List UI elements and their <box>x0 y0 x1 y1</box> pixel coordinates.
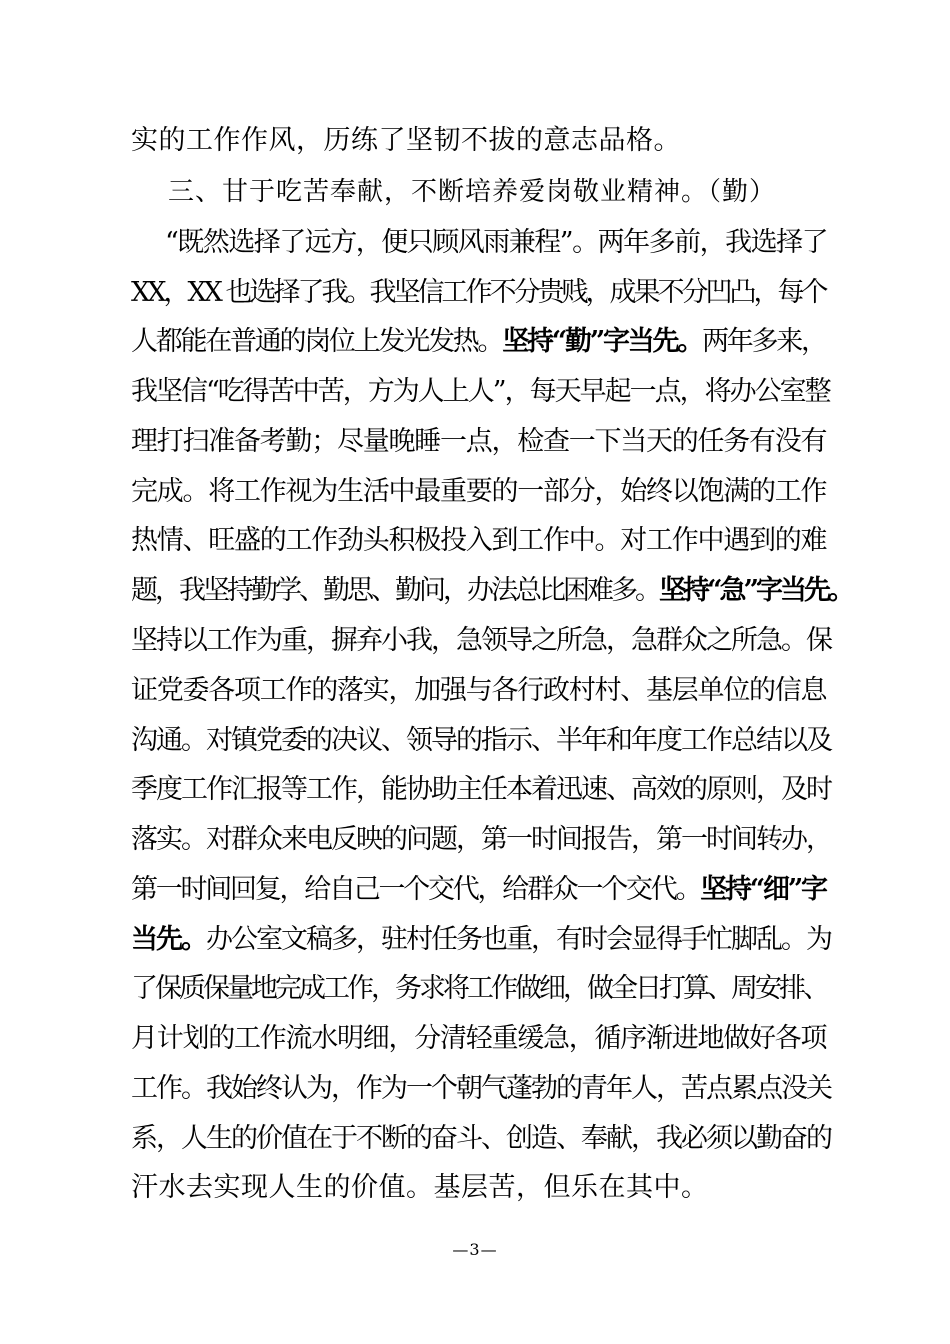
text-line <box>131 425 831 459</box>
text-run: 沟通。对镇党委的决议、领导的指示、半年和年度工作总结以及 <box>131 725 831 756</box>
text-line <box>131 124 831 158</box>
text-line <box>131 524 831 558</box>
text-run: 落实。对群众来电反映的问题，第一时间报告，第一时间转办， <box>131 824 831 855</box>
emphasis-text: 坚持“急”字当先。 <box>659 575 853 606</box>
text-run: 人都能在普通的岗位上发光发热。 <box>131 326 503 357</box>
text-run: 理打扫准备考勤；尽量晚睡一点，检查一下当天的任务有没有 <box>131 426 827 457</box>
text-line <box>131 375 831 409</box>
text-line <box>131 574 853 608</box>
text-run: 我坚信“吃得苦中苦，方为人上人”，每天早起一点，将办公室整 <box>131 376 830 407</box>
text-line <box>131 823 831 857</box>
text-line <box>131 325 831 359</box>
text-run: 完成。将工作视为生活中最重要的一部分，始终以饱满的工作 <box>131 476 827 507</box>
text-line <box>131 624 831 658</box>
text-line <box>165 226 831 260</box>
text-run: 两年多来， <box>702 326 826 357</box>
emphasis-text: 坚持“勤”字当先。 <box>502 326 703 357</box>
text-run: 了保质保量地完成工作，务求将工作做细，做全日打算、周安排、 <box>131 973 827 1004</box>
heading-text: 三、甘于吃苦奉献，不断培养爱岗敬业精神。（勤） <box>168 177 777 207</box>
text-run: 第一时间回复，给自己一个交代，给群众一个交代。 <box>131 874 701 905</box>
text-run: 工作。我始终认为，作为一个朝气蓬勃的青年人，苦点累点没关 <box>131 1073 831 1104</box>
text-line <box>131 873 831 907</box>
page-number: —3— <box>452 1240 498 1259</box>
text-line <box>131 1122 831 1156</box>
text-run: 实的工作作风，历练了坚韧不拔的意志品格。 <box>131 125 681 156</box>
text-run: 季度工作汇报等工作，能协助主任本着迅速、高效的原则，及时 <box>131 774 831 805</box>
text-line <box>131 1022 831 1056</box>
text-run: 证党委各项工作的落实，加强与各行政村村、基层单位的信息 <box>131 675 827 706</box>
text-line <box>131 276 831 310</box>
text-line <box>131 1072 831 1106</box>
text-run: 办公室文稿多，驻村任务也重，有时会显得手忙脚乱。为 <box>206 924 831 955</box>
text-line <box>131 923 831 957</box>
text-run: 题，我坚持勤学、勤思、勤问，办法总比困难多。 <box>131 575 659 606</box>
text-run: “既然选择了远方，便只顾风雨兼程”。两年多前，我选择了 <box>165 227 828 258</box>
text-run: 热情、旺盛的工作劲头积极投入到工作中。对工作中遇到的难 <box>131 525 827 556</box>
text-run: XX，XX 也选择了我。我坚信工作不分贵贱，成果不分凹凸，每个 <box>131 277 826 308</box>
emphasis-text: 坚持“细”字 <box>700 874 826 905</box>
text-run: 系，人生的价值在于不断的奋斗、创造、奉献，我必须以勤奋的 <box>131 1123 831 1154</box>
text-line <box>131 1171 831 1205</box>
text-line <box>131 972 831 1006</box>
text-line <box>131 724 831 758</box>
text-line <box>131 773 831 807</box>
text-line <box>131 674 831 708</box>
text-line <box>131 475 831 509</box>
emphasis-text: 当先。 <box>131 924 206 955</box>
text-run: 汗水去实现人生的价值。基层苦，但乐在其中。 <box>131 1172 709 1203</box>
section-heading <box>168 175 808 209</box>
text-run: 月计划的工作流水明细，分清轻重缓急，循序渐进地做好各项 <box>131 1023 827 1054</box>
text-run: 坚持以工作为重，摒弃小我，急领导之所急，急群众之所急。保 <box>131 625 831 656</box>
